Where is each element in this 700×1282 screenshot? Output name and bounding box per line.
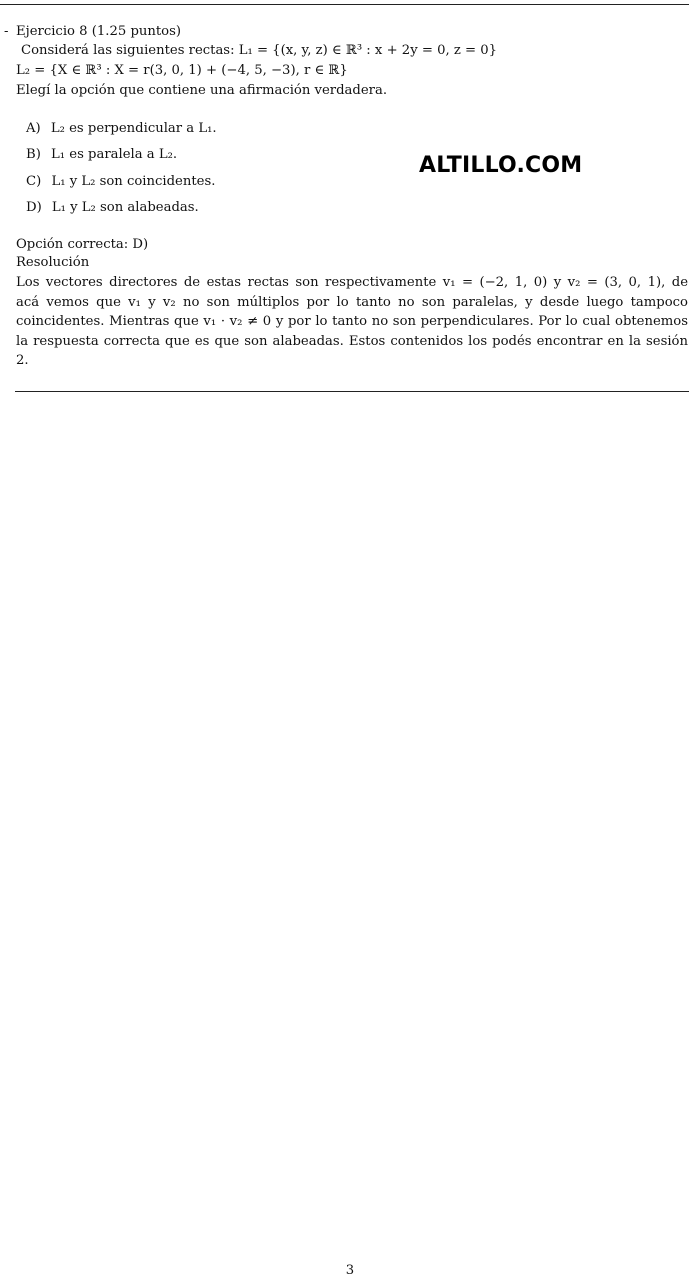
option-text: L₁ y L₂ son coincidentes. [51,174,216,189]
option-label: D) [26,200,42,215]
resolution-line: 2. [16,353,29,369]
option-d [26,199,199,216]
exercise-title: Ejercicio 8 (1.25 puntos) [16,24,182,39]
statement-line-1: Considerá las siguientes rectas: L₁ = {(x, y, z) ∈ ℝ³ : x + 2y = 0, z = 0} [21,43,498,58]
resolution-line: acá vemos que v₁ y v₂ no son múltiplos por lo tanto no son paralelas, y desde luego tampoco [16,294,688,310]
watermark-logo: ALTILLO.COM [419,153,583,178]
exercise-bullet: - [4,24,9,39]
answer: Opción correcta: D) [16,237,149,252]
bottom-rule [15,391,689,392]
top-rule [0,4,689,5]
page-number: 3 [345,1263,355,1278]
resolution-paragraph [16,273,688,371]
option-b [26,146,177,163]
resolution-heading: Resolución [16,255,90,270]
option-text: L₁ es paralela a L₂. [51,147,178,162]
option-a [26,120,217,137]
instruction: Elegí la opción que contiene una afirmación verdadera. [16,83,388,98]
option-c [26,173,215,190]
resolution-line: la respuesta correcta que es que son alabeadas. Estos contenidos los podés encontrar en la sesión [16,333,688,349]
option-label: A) [26,121,41,136]
resolution-line: coincidentes. Mientras que v₁ · v₂ ≠ 0 y por lo tanto no son perpendiculares. Por lo cual obtenemos [16,314,688,330]
statement-line-2: L₂ = {X ∈ ℝ³ : X = r(3, 0, 1) + (−4, 5, −3), r ∈ ℝ} [16,63,348,78]
resolution-line: Los vectores directores de estas rectas son respectivamente v₁ = (−2, 1, 0) y v₂ = (3, 0, 1), de [16,275,688,290]
option-label: B) [26,147,41,162]
option-text: L₁ y L₂ son alabeadas. [51,200,199,215]
option-text: L₂ es perpendicular a L₁. [50,121,217,136]
option-label: C) [26,174,42,189]
